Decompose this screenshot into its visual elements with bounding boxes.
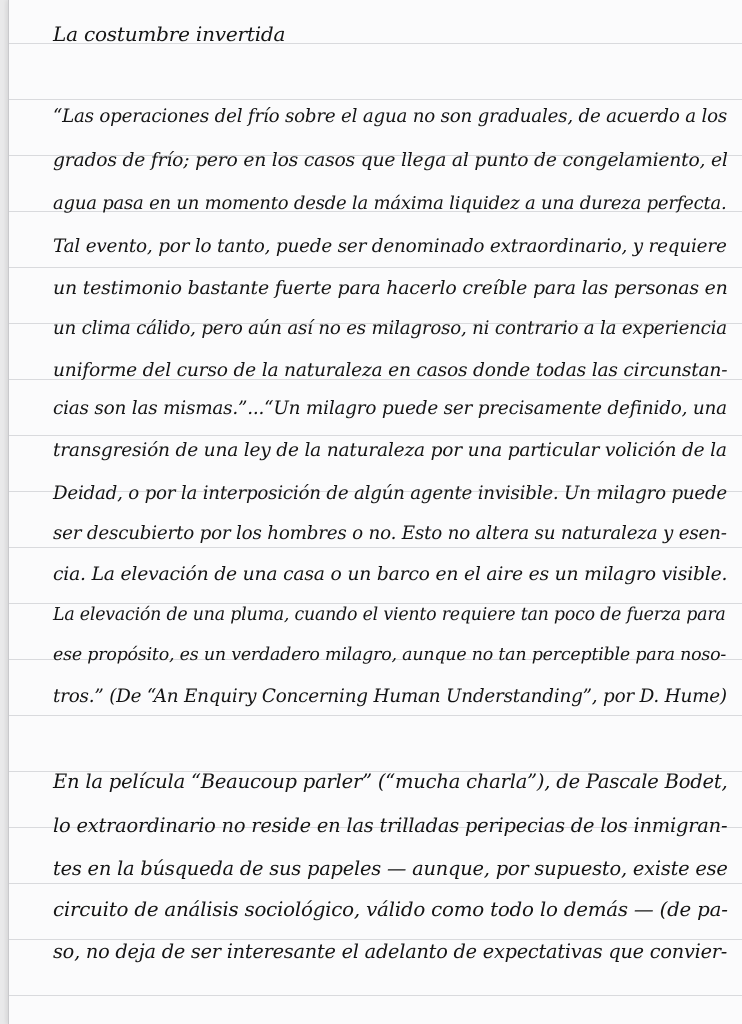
text-line: grados de frío; pero en los casos que llega al punto de congelamiento, el: [53, 150, 728, 171]
text-line: un clima cálido, pero aún así no es milagroso, ni contrario a la experiencia: [53, 318, 727, 339]
text-line: ese propósito, es un verdadero milagro, aunque no tan perceptible para noso-: [53, 645, 727, 665]
text-line: La elevación de una pluma, cuando el viento requiere tan poco de fuerza para: [53, 605, 726, 625]
text-line: transgresión de una ley de la naturaleza por una particular volición de la: [53, 440, 727, 461]
text-line: circuito de análisis sociológico, válido como todo lo demás — (de pa-: [53, 898, 728, 921]
text-line: ser descubierto por los hombres o no. Esto no altera su naturaleza y esen-: [53, 523, 727, 544]
text-line: lo extraordinario no reside en las trilladas peripecias de los inmigran-: [53, 814, 728, 837]
text-line: un testimonio bastante fuerte para hacerlo creíble para las personas en: [53, 277, 728, 299]
text-line: uniforme del curso de la naturaleza en casos donde todas las circunstan-: [53, 360, 728, 381]
text-line: so, no deja de ser interesante el adelanto de expectativas que convier-: [53, 940, 728, 963]
text-line: tes en la búsqueda de sus papeles — aunque, por supuesto, existe ese: [53, 857, 728, 880]
text-line: tros.” (De “An Enquiry Concerning Human Understanding”, por D. Hume): [53, 686, 727, 707]
notebook-page: [8, 0, 742, 1024]
text-line: Tal evento, por lo tanto, puede ser denominado extraordinario, y requiere: [53, 236, 727, 257]
text-line: cias son las mismas.”...“Un milagro puede ser precisamente definido, una: [53, 398, 727, 419]
text-line: En la película “Beaucoup parler” (“mucha charla”), de Pascale Bodet,: [53, 770, 728, 793]
text-line: Deidad, o por la interposición de algún agente invisible. Un milagro puede: [53, 483, 727, 504]
text-line: cia. La elevación de una casa o un barco en el aire es un milagro visible.: [53, 564, 728, 585]
text-line: “Las operaciones del frío sobre el agua no son graduales, de acuerdo a los: [53, 106, 728, 127]
text-line: agua pasa en un momento desde la máxima liquidez a una dureza perfecta.: [53, 193, 727, 214]
page-title: La costumbre invertida: [53, 22, 286, 46]
